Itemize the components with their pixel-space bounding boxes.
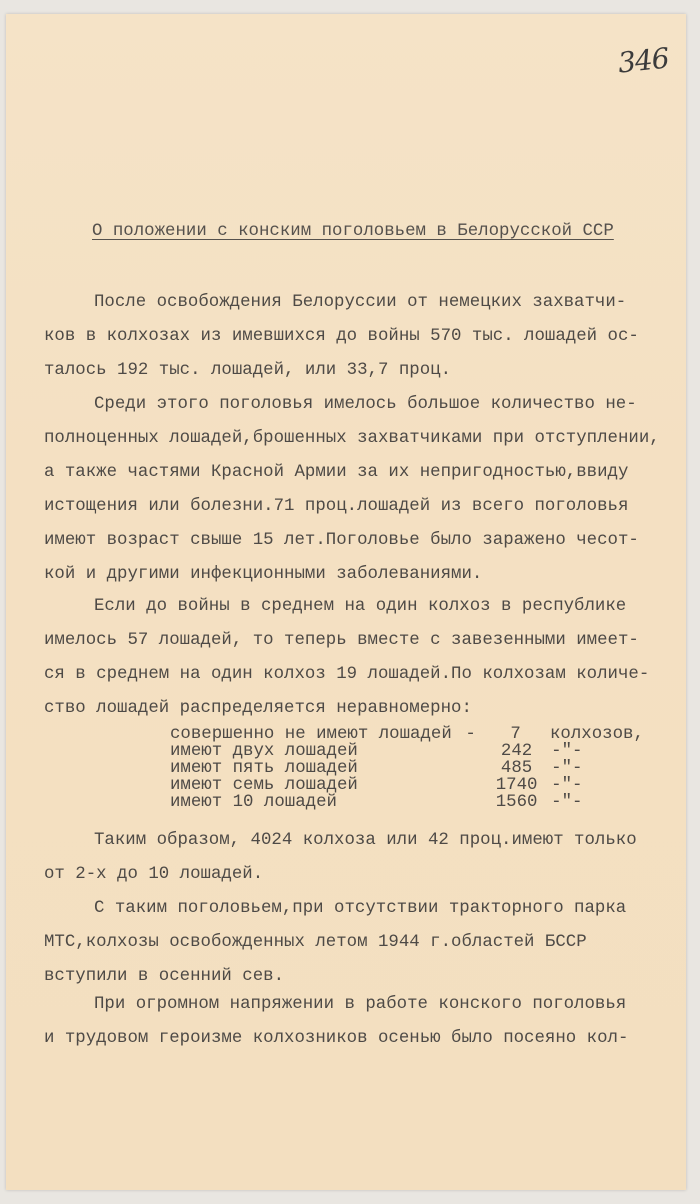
row-description: имеют пять лошадей	[170, 759, 358, 778]
text-line: С таким поголовьем,при отсутствии тракторного парка	[94, 899, 627, 918]
text-line: от 2-х до 10 лошадей.	[44, 865, 264, 884]
page-number: 346	[616, 41, 671, 80]
row-description: имеют 10 лошадей	[170, 793, 337, 812]
table-row	[170, 760, 640, 777]
paragraph-1	[44, 286, 694, 388]
row-unit: -"-	[551, 759, 583, 778]
row-dash	[466, 743, 482, 760]
paragraph-3	[44, 590, 694, 726]
text-line: талось 192 тыс. лошадей, или 33,7 проц.	[44, 361, 452, 380]
text-line: имеют возраст свыше 15 лет.Поголовье было заражено чесот-	[44, 531, 639, 550]
text-line: МТС,колхозы освобожденных летом 1944 г.областей БССР	[44, 933, 587, 952]
text-line: Если до войны в среднем на один колхоз в республике	[94, 597, 627, 616]
paragraph-6	[44, 988, 694, 1056]
text-line: После освобождения Белоруссии от немецких захватчи-	[94, 293, 627, 312]
horse-distribution-table	[170, 725, 644, 812]
paragraph-2	[44, 388, 694, 592]
row-description: имеют двух лошадей	[170, 742, 358, 761]
text-line: При огромном напряжении в работе конского поголовья	[94, 995, 627, 1014]
text-line: ся в среднем на один колхоз 19 лошадей.По колхозам количе-	[44, 665, 650, 684]
text-line: имелось 57 лошадей, то теперь вместе с завезенными имеет-	[44, 631, 639, 650]
table-row	[170, 725, 644, 744]
text-line: ство лошадей распределяется неравномерно:	[44, 699, 472, 718]
row-dash	[466, 777, 482, 794]
text-line: а также частями Красной Армии за их непригодностью,ввиду	[44, 463, 629, 482]
text-line: Таким образом, 4024 колхоза или 42 проц.имеют только	[94, 831, 637, 850]
text-line: кой и другими инфекционными заболеваниями.	[44, 565, 483, 584]
table-row	[170, 794, 640, 811]
row-unit: -"-	[551, 776, 583, 795]
paragraph-4	[44, 824, 694, 892]
row-dash	[466, 760, 482, 777]
row-description: имеют семь лошадей	[170, 776, 358, 795]
row-count: 7	[510, 725, 521, 744]
text-line: истощения или болезни.71 проц.лошадей из всего поголовья	[44, 497, 629, 516]
row-dash	[466, 794, 482, 811]
row-dash: -	[465, 725, 476, 744]
row-unit: колхозов,	[550, 725, 644, 744]
row-count: 485	[500, 759, 533, 778]
row-count: 1560	[495, 793, 538, 812]
document-page	[6, 14, 686, 1190]
paragraph-5	[44, 892, 694, 994]
text-line: вступили в осенний сев.	[44, 967, 285, 986]
row-unit: -"-	[551, 742, 583, 761]
row-count: 1740	[495, 776, 538, 795]
text-line: полноценных лошадей,брошенных захватчиками при отступлении,	[44, 429, 660, 448]
row-unit: -"-	[551, 793, 583, 812]
text-line: Среди этого поголовья имелось большое количество не-	[94, 395, 637, 414]
row-description: совершенно не имеют лошадей	[170, 725, 452, 744]
row-count: 242	[500, 742, 533, 761]
text-line: ков в колхозах из имевшихся до войны 570 тыс. лошадей ос-	[44, 327, 639, 346]
table-row	[170, 743, 640, 760]
document-title: О положении с конским поголовьем в Белорусской ССР	[92, 222, 614, 241]
table-row	[170, 777, 640, 794]
text-line: и трудовом героизме колхозников осенью было посеяно кол-	[44, 1029, 629, 1048]
